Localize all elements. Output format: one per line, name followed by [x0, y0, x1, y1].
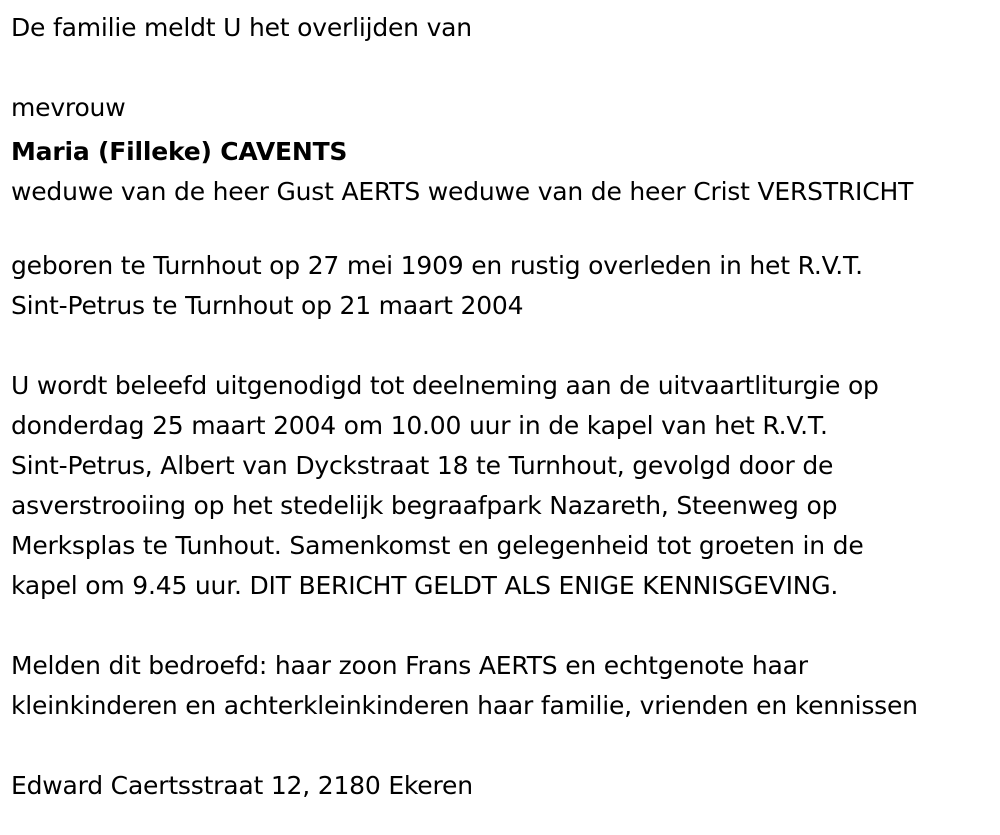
invitation-paragraph [11, 366, 996, 606]
paragraph-line: kapel om 9.45 uur. DIT BERICHT GELDT ALS ENIGE KENNISGEVING. [11, 571, 839, 600]
spacer [11, 606, 996, 646]
paragraph-line: geboren te Turnhout op 27 mei 1909 en rustig overleden in het R.V.T. [11, 251, 863, 280]
paragraph-line: Merksplas te Tunhout. Samenkomst en gelegenheid tot groeten in de [11, 531, 864, 560]
title-prefix: mevrouw [11, 93, 126, 122]
address-line: Edward Caertsstraat 12, 2180 Ekeren [11, 771, 473, 800]
paragraph-line: kleinkinderen en achterkleinkinderen haar familie, vrienden en kennissen [11, 691, 918, 720]
spacer [11, 326, 996, 366]
paragraph-line: Sint-Petrus, Albert van Dyckstraat 18 te Turnhout, gevolgd door de [11, 451, 834, 480]
paragraph-line: Melden dit bedroefd: haar zoon Frans AERTS en echtgenote haar [11, 651, 808, 680]
spacer [11, 212, 996, 246]
intro-line: De familie meldt U het overlijden van [11, 13, 472, 42]
mourners-paragraph [11, 646, 996, 726]
paragraph-line: Sint-Petrus te Turnhout op 21 maart 2004 [11, 291, 524, 320]
spacer [11, 48, 996, 88]
birth-death-paragraph [11, 246, 996, 326]
paragraph-line: donderdag 25 maart 2004 om 10.00 uur in de kapel van het R.V.T. [11, 411, 828, 440]
obituary-notice [11, 8, 996, 806]
widow-line: weduwe van de heer Gust AERTS weduwe van de heer Crist VERSTRICHT [11, 177, 914, 206]
paragraph-line: U wordt beleefd uitgenodigd tot deelneming aan de uitvaartliturgie op [11, 371, 879, 400]
deceased-name: Maria (Filleke) CAVENTS [11, 137, 348, 166]
paragraph-line: asverstrooiing op het stedelijk begraafpark Nazareth, Steenweg op [11, 491, 838, 520]
spacer [11, 726, 996, 766]
